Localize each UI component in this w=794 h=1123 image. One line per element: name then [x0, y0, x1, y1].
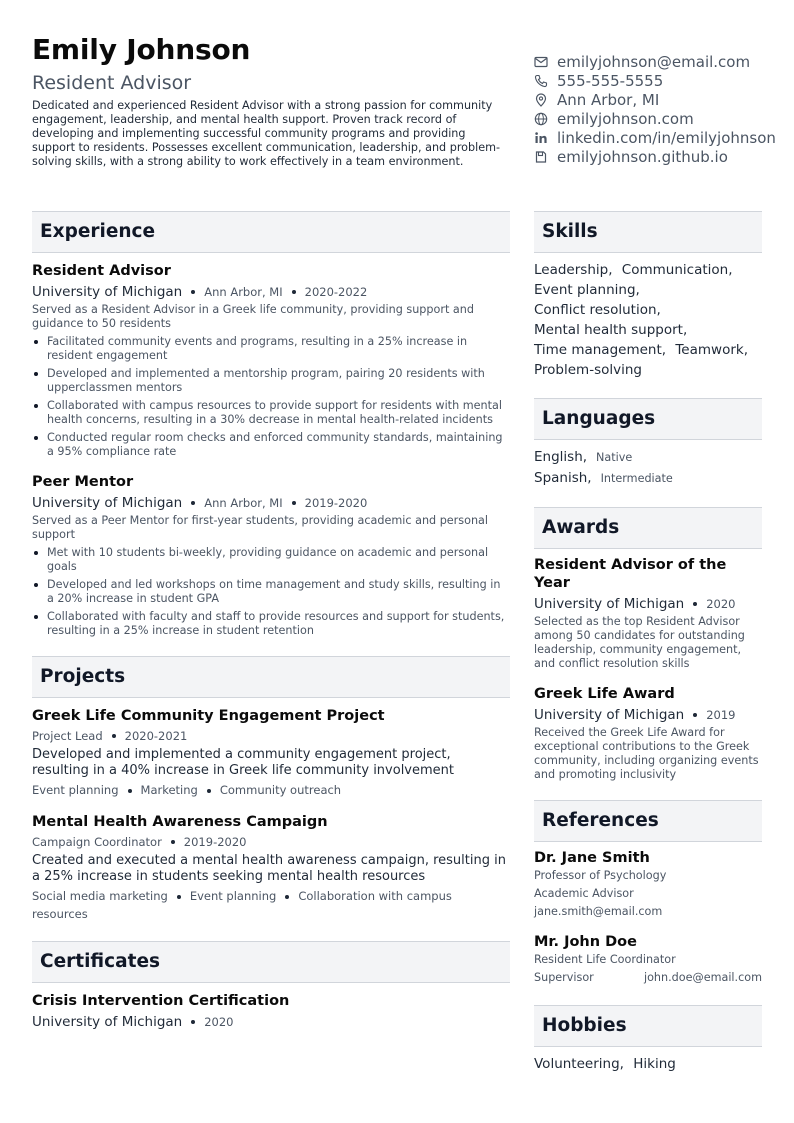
- hobby-item: Volunteering,: [534, 1056, 624, 1072]
- right-column: [534, 211, 762, 1092]
- project-role: Project Lead: [32, 729, 103, 743]
- award-name: Greek Life Award: [534, 686, 675, 702]
- reference-entry: [534, 849, 762, 921]
- separator-dot: [191, 1020, 195, 1024]
- award-description: Received the Greek Life Award for exceptional contributions to the Greek community, including organizing events and promoting inclusivity: [534, 726, 759, 781]
- reference-relation: Academic Advisor: [534, 887, 634, 900]
- achievement-item: [32, 367, 510, 395]
- skill-item: Mental health support,: [534, 322, 688, 338]
- candidate-title: Resident Advisor: [32, 72, 192, 94]
- certificate-name: Crisis Intervention Certification: [32, 993, 290, 1009]
- project-tag: Collaboration with campus resources: [32, 889, 452, 921]
- project-role: Campaign Coordinator: [32, 835, 162, 849]
- award-organization: University of Michigan: [534, 707, 685, 723]
- contact-location: [534, 90, 794, 109]
- contact-phone[interactable]: [534, 71, 794, 90]
- contact-phone-text: 555-555-5555: [557, 71, 664, 90]
- project-name: Mental Health Awareness Campaign: [32, 814, 328, 830]
- skill-item: Problem-solving: [534, 362, 642, 378]
- skill-item: Conflict resolution,: [534, 302, 661, 318]
- experience-section: [32, 211, 510, 638]
- job-meta: [32, 494, 510, 512]
- separator-dot: [207, 789, 211, 793]
- achievement-text: Met with 10 students bi-weekly, providing guidance on academic and personal goals: [47, 546, 489, 573]
- reference-name: Dr. Jane Smith: [534, 850, 650, 866]
- project-meta: [32, 727, 510, 745]
- skill-item: Event planning,: [534, 282, 640, 298]
- award-name: Resident Advisor of the Year: [534, 557, 727, 591]
- skill-item: Leadership,: [534, 262, 613, 278]
- job-dates: 2019-2020: [304, 496, 368, 510]
- bullet-icon: [34, 340, 38, 344]
- github-icon: [534, 150, 548, 164]
- languages-section: [534, 398, 762, 489]
- project-tag: Community outreach: [219, 783, 342, 797]
- reference-contact-row: [534, 969, 762, 987]
- skills-list: [534, 260, 762, 380]
- project-description: Developed and implemented a community engagement project, resulting in a 40% increase in Greek life community involvement: [32, 747, 454, 778]
- project-description: Created and executed a mental health awareness campaign, resulting in a 25% increase in students seeking mental health resources: [32, 853, 506, 884]
- languages-heading: Languages: [534, 398, 762, 440]
- separator-dot: [177, 895, 181, 899]
- separator-dot: [693, 602, 697, 606]
- job-achievements: [32, 335, 510, 459]
- job-achievements: [32, 546, 510, 638]
- project-tags: [32, 887, 510, 923]
- hobbies-list: [534, 1054, 762, 1074]
- skills-heading: Skills: [534, 211, 762, 253]
- certificates-section: [32, 941, 510, 1031]
- job-title: Resident Advisor: [32, 263, 171, 279]
- job-organization: University of Michigan: [32, 495, 183, 511]
- hobbies-section: [534, 1005, 762, 1074]
- achievement-text: Collaborated with campus resources to provide support for residents with mental health concerns, resulting in a 30% decrease in mental health-related incidents: [47, 399, 502, 426]
- achievement-item: [32, 335, 510, 363]
- achievement-text: Developed and implemented a mentorship program, pairing 20 residents with upperclassmen mentors: [47, 367, 485, 394]
- job-description: Served as a Peer Mentor for first-year students, providing academic and personal support: [32, 514, 489, 541]
- language-name: English,: [534, 449, 588, 465]
- summary: Dedicated and experienced Resident Advisor with a strong passion for community engagement, leadership, and mental health support. Proven track record of developing and implementing successful community programs and providing support to residents. Possesses excellent communication, leadership, and problem-solving skills, with a strong ability to work effectively in a team environment.: [32, 99, 501, 168]
- bullet-icon: [34, 583, 38, 587]
- award-year: 2019: [706, 708, 736, 722]
- reference-relation: Supervisor: [534, 971, 594, 984]
- language-level: Native: [596, 451, 633, 464]
- contact-linkedin-text: linkedin.com/in/emilyjohnson: [557, 128, 776, 147]
- awards-heading: Awards: [534, 507, 762, 549]
- certificates-heading: Certificates: [32, 941, 510, 983]
- references-section: [534, 800, 762, 987]
- award-meta: [534, 595, 762, 613]
- job-description: Served as a Resident Advisor in a Greek life community, providing support and guidance to 50 residents: [32, 303, 474, 330]
- phone-icon: [534, 74, 548, 88]
- awards-section: [534, 507, 762, 782]
- achievement-item: [32, 431, 510, 459]
- achievement-text: Developed and led workshops on time management and study skills, resulting in a 20% increase in student GPA: [47, 578, 501, 605]
- job-location: Ann Arbor, MI: [204, 285, 283, 299]
- bullet-icon: [34, 615, 38, 619]
- contact-github[interactable]: [534, 147, 794, 166]
- achievement-item: [32, 578, 510, 606]
- references-heading: References: [534, 800, 762, 842]
- achievement-text: Conducted regular room checks and enforced community standards, maintaining a 95% compliance rate: [47, 431, 503, 458]
- award-year: 2020: [706, 597, 736, 611]
- reference-position: Resident Life Coordinator: [534, 953, 676, 966]
- contact-list: [534, 52, 794, 166]
- separator-dot: [292, 290, 296, 294]
- project-entry: [32, 813, 510, 923]
- separator-dot: [693, 713, 697, 717]
- left-column: [32, 211, 510, 1049]
- award-entry: [534, 556, 762, 671]
- reference-entry: [534, 933, 762, 987]
- hobby-item: Hiking: [633, 1056, 676, 1072]
- job-meta: [32, 283, 510, 301]
- bullet-icon: [34, 551, 38, 555]
- project-dates: 2019-2020: [183, 835, 247, 849]
- globe-icon: [534, 112, 548, 126]
- certificate-entry: [32, 992, 510, 1031]
- bullet-icon: [34, 372, 38, 376]
- separator-dot: [292, 501, 296, 505]
- separator-dot: [191, 501, 195, 505]
- achievement-item: [32, 546, 510, 574]
- language-level: Intermediate: [600, 472, 673, 485]
- separator-dot: [191, 290, 195, 294]
- certificate-meta: [32, 1013, 510, 1031]
- language-name: Spanish,: [534, 470, 592, 486]
- achievement-item: [32, 399, 510, 427]
- project-entry: [32, 707, 510, 799]
- achievement-text: Collaborated with faculty and staff to provide resources and support for students, resulting in a 25% increase in student retention: [47, 610, 505, 637]
- contact-location-text: Ann Arbor, MI: [557, 90, 660, 109]
- project-tag: Social media marketing: [32, 889, 168, 903]
- separator-dot: [285, 895, 289, 899]
- experience-entry: [32, 262, 510, 459]
- mail-icon: [534, 55, 548, 69]
- achievement-item: [32, 610, 510, 638]
- contact-website[interactable]: [534, 109, 794, 128]
- contact-email[interactable]: [534, 52, 794, 71]
- skill-item: Communication,: [621, 262, 733, 278]
- reference-email[interactable]: john.doe@email.com: [643, 971, 762, 984]
- hobbies-heading: Hobbies: [534, 1005, 762, 1047]
- separator-dot: [112, 734, 116, 738]
- experience-heading: Experience: [32, 211, 510, 253]
- separator-dot: [171, 840, 175, 844]
- award-description: Selected as the top Resident Advisor among 50 candidates for outstanding leadership, community engagement, and conflict resolution skills: [534, 615, 745, 670]
- skill-item: Time management,: [534, 342, 667, 358]
- certificate-issuer: University of Michigan: [32, 1014, 183, 1030]
- reference-email[interactable]: jane.smith@email.com: [534, 905, 663, 918]
- experience-entry: [32, 473, 510, 638]
- reference-position: Professor of Psychology: [534, 869, 667, 882]
- separator-dot: [128, 789, 132, 793]
- location-pin-icon: [534, 93, 548, 107]
- job-location: Ann Arbor, MI: [204, 496, 283, 510]
- certificate-year: 2020: [204, 1015, 234, 1029]
- language-item: [534, 468, 762, 489]
- candidate-name: Emily Johnson: [32, 33, 251, 66]
- achievement-text: Facilitated community events and programs, resulting in a 25% increase in resident engagement: [47, 335, 468, 362]
- award-organization: University of Michigan: [534, 596, 685, 612]
- skill-item: Teamwork,: [675, 342, 749, 358]
- project-dates: 2020-2021: [124, 729, 188, 743]
- language-item: [534, 447, 762, 468]
- projects-heading: Projects: [32, 656, 510, 698]
- project-tag: Event planning: [32, 783, 119, 797]
- bullet-icon: [34, 404, 38, 408]
- skills-section: [534, 211, 762, 380]
- job-organization: University of Michigan: [32, 284, 183, 300]
- contact-email-text: emilyjohnson@email.com: [557, 52, 751, 71]
- reference-name: Mr. John Doe: [534, 934, 637, 950]
- contact-github-text: emilyjohnson.github.io: [557, 147, 728, 166]
- resume-header: [32, 32, 776, 169]
- contact-linkedin[interactable]: [534, 128, 794, 147]
- linkedin-icon: [534, 131, 548, 145]
- award-meta: [534, 706, 762, 724]
- project-tag: Event planning: [189, 889, 277, 903]
- award-entry: [534, 685, 762, 782]
- project-tag: Marketing: [140, 783, 198, 797]
- contact-website-text: emilyjohnson.com: [557, 109, 694, 128]
- project-tags: [32, 781, 510, 799]
- project-name: Greek Life Community Engagement Project: [32, 708, 385, 724]
- project-meta: [32, 833, 510, 851]
- bullet-icon: [34, 436, 38, 440]
- job-title: Peer Mentor: [32, 474, 134, 490]
- projects-section: [32, 656, 510, 923]
- job-dates: 2020-2022: [304, 285, 368, 299]
